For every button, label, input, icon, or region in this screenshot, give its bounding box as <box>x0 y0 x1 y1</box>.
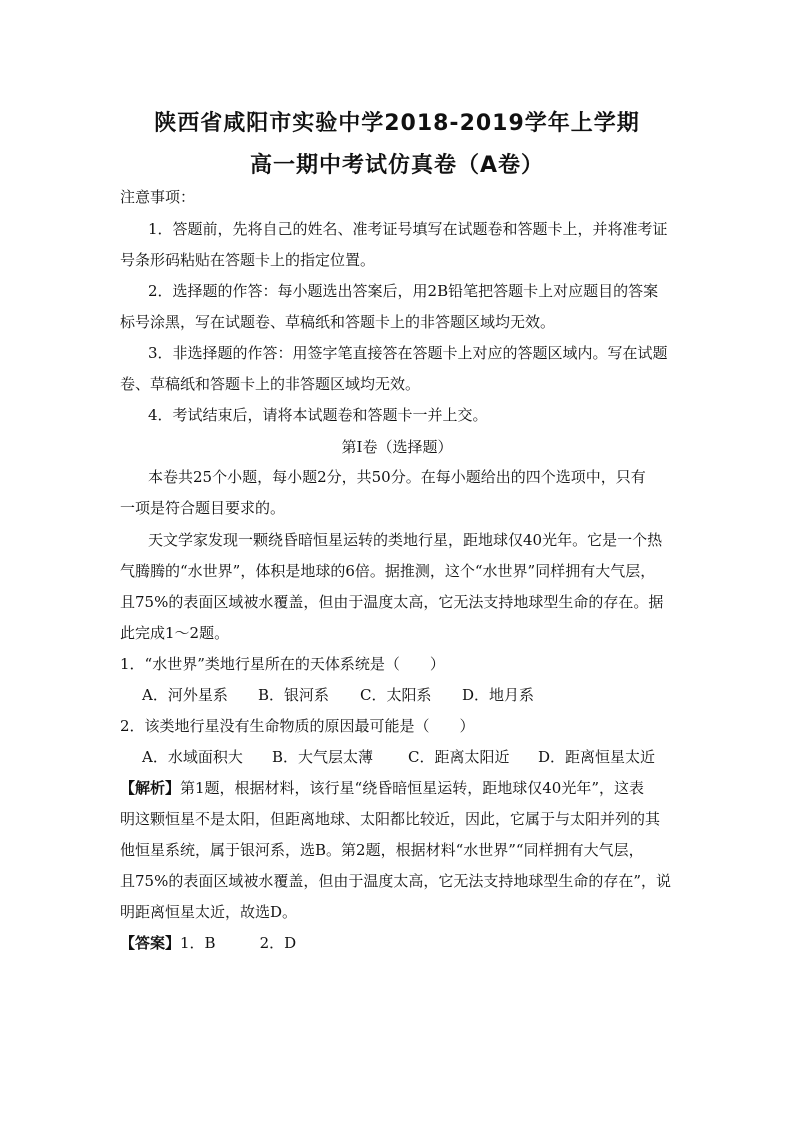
question-1-option-b: B．银河系 <box>258 686 330 704</box>
question-2-option-a: A．水域面积大 <box>142 748 243 766</box>
notice-label: 注意事项： <box>120 188 196 206</box>
passage-line-3: 且75%的表面区域被水覆盖，但由于温度太高，它无法支持地球型生命的存在。据 <box>120 593 664 611</box>
question-2-stem: 2．该类地行星没有生命物质的原因最可能是（ ） <box>120 717 475 735</box>
notice-item-4: 4．考试结束后，请将本试题卷和答题卡一并上交。 <box>148 406 488 424</box>
notice-item-2b: 标号涂黑，写在试题卷、草稿纸和答题卡上的非答题区域均无效。 <box>120 313 556 331</box>
section-title: 第Ⅰ卷（选择题） <box>341 438 453 456</box>
analysis-line-3: 他恒星系统，属于银河系，选B。第2题，根据材料“水世界”“同样拥有大气层， <box>120 841 644 859</box>
question-2-option-d: D．距离恒星太近 <box>538 748 656 766</box>
analysis-line-2: 明这颗恒星不是太阳，但距离地球、太阳都比较近，因此，它属于与太阳并列的其 <box>120 810 661 828</box>
notice-item-1b: 号条形码粘贴在答题卡上的指定位置。 <box>120 251 376 269</box>
title-line-2: 高一期中考试仿真卷（A卷） <box>249 153 545 178</box>
notice-item-3a: 3．非选择题的作答：用签字笔直接答在答题卡上对应的答题区域内。写在试题 <box>148 344 668 362</box>
analysis-line-1 <box>120 778 644 798</box>
question-1-stem: 1．“水世界”类地行星所在的天体系统是（ ） <box>120 655 445 673</box>
question-1-option-a: A．河外星系 <box>142 686 228 704</box>
question-2-option-c: C．距离太阳近 <box>408 748 510 766</box>
answer-2: 2．D <box>259 934 297 952</box>
answer-1: 1．B <box>180 934 216 952</box>
answer-label: 【答案】 <box>120 934 181 952</box>
passage-line-2: 气腾腾的“水世界”，体积是地球的6倍。据推测，这个“水世界”同样拥有大气层， <box>120 562 656 580</box>
section-intro-a: 本卷共25个小题，每小题2分，共50分。在每小题给出的四个选项中，只有 <box>148 468 646 486</box>
question-1-option-d: D．地月系 <box>462 686 535 704</box>
passage-line-4: 此完成1～2题。 <box>120 624 230 642</box>
question-1-option-c: C．太阳系 <box>360 686 432 704</box>
analysis-text-1: 第1题，根据材料，该行星“绕昏暗恒星运转，距地球仅40光年”，这表 <box>180 779 644 797</box>
answer-line <box>120 933 296 953</box>
question-2-option-b: B．大气层太薄 <box>272 748 374 766</box>
notice-item-2a: 2．选择题的作答：每小题选出答案后，用2B铅笔把答题卡上对应题目的答案 <box>148 282 659 300</box>
section-intro-b: 一项是符合题目要求的。 <box>120 499 286 517</box>
passage-line-1: 天文学家发现一颗绕昏暗恒星运转的类地行星，距地球仅40光年。它是一个热 <box>148 531 663 549</box>
analysis-line-4: 且75%的表面区域被水覆盖，但由于温度太高，它无法支持地球型生命的存在”，说 <box>120 872 672 890</box>
notice-item-1a: 1．答题前，先将自己的姓名、准考证号填写在试题卷和答题卡上，并将准考证 <box>148 220 668 238</box>
analysis-line-5: 明距离恒星太近，故选D。 <box>120 903 298 921</box>
analysis-label: 【解析】 <box>120 779 181 797</box>
title-line-1: 陕西省咸阳市实验中学2018-2019学年上学期 <box>154 111 640 136</box>
notice-item-3b: 卷、草稿纸和答题卡上的非答题区域均无效。 <box>120 375 421 393</box>
